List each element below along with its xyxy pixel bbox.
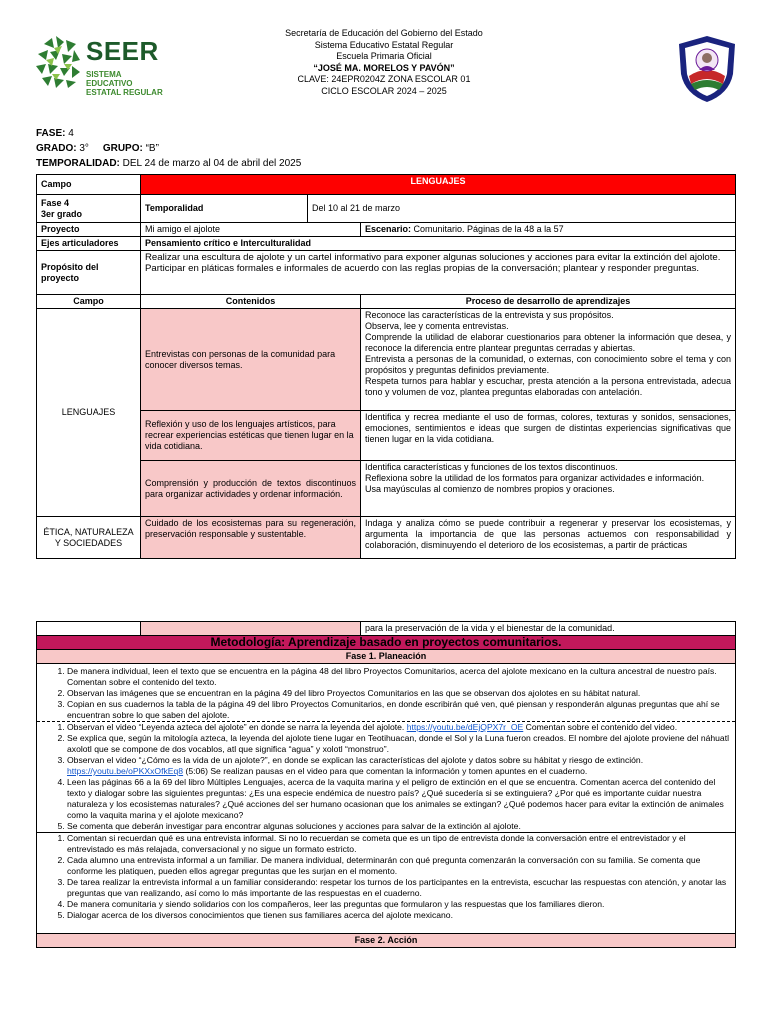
temporalidad-cell-label: Temporalidad xyxy=(141,195,308,223)
list-text: Observan el video “Leyenda azteca del ajolote” en donde se narra la leyenda del ajolote. xyxy=(67,722,407,732)
header-line-5: CLAVE: 24EPR0204Z ZONA ESCOLAR 01 xyxy=(297,74,471,84)
school-shield-icon xyxy=(675,34,739,104)
campo-lenguajes-cell: LENGUAJES xyxy=(37,309,141,517)
planning-list-2 xyxy=(41,722,731,832)
campo-value: LENGUAJES xyxy=(141,175,736,195)
list-text: Comentan sobre el contenido del video. xyxy=(523,722,678,732)
list-item: 3. De tarea realizar la entrevista informal a un familiar considerando: respetar los turnos de los participantes en la entrevista, escuchar las respuestas con atención, y anotar las preguntas que van realizando, así como lo más importante de las respuestas en el cuaderno. xyxy=(67,877,731,899)
list-item: 1. De manera individual, leen el texto que se encuentra en la página 48 del libro Proyectos Comunitarios, acerca del ajolote mexicano en la cultura ancestral de nuestro país. Comentan sobre el contenido del texto. xyxy=(67,666,731,688)
header-line-3: Escuela Primaria Oficial xyxy=(336,51,432,61)
col-contenidos-header: Contenidos xyxy=(141,295,361,309)
fase-label: FASE: xyxy=(36,128,66,139)
list-item: 1. Comentan si recuerdan qué es una entrevista informal. Si no lo recuerdan se cometa que es un tipo de entrevista donde la conversación entre el entrevistador y el entrevistado es más relajada, conversacional y no sigue un formato estricto. xyxy=(67,833,731,855)
proceso-3: Identifica características y funciones de los textos discontinuos. Reflexiona sobre la utilidad de los formatos para organizar actividades e información. Usa mayúsculas al comienzo de nombres propios y oraciones. xyxy=(361,461,736,517)
temporalidad-value: DEL 24 de marzo al 04 de abril del 2025 xyxy=(119,158,302,169)
contenido-2: Reflexión y uso de los lenguajes artísticos, para recrear experiencias estéticas que tienen lugar en la vida cotidiana. xyxy=(141,411,361,461)
col-campo-header: Campo xyxy=(37,295,141,309)
escenario-value: Comunitario. Páginas de la 48 a la 57 xyxy=(411,224,564,234)
proyecto-label: Proyecto xyxy=(37,223,141,237)
campo-label: Campo xyxy=(37,175,141,195)
meta-grado xyxy=(36,143,159,155)
header-line-6: CICLO ESCOLAR 2024 – 2025 xyxy=(321,85,447,96)
proceso-4-continued: para la preservación de la vida y el bienestar de la comunidad. xyxy=(361,622,736,636)
temporalidad-label: TEMPORALIDAD: xyxy=(36,158,120,169)
list-item: 2. Se explica que, según la mitología azteca, la leyenda del ajolote tiene lugar en Teotihuacan, donde el Sol y la Luna fueron creados. El nombre del ajolote proviene del náhuatl axolotl que se compone de dos vocablos, atl que significa “agua” y xolotl “monstruo”. xyxy=(67,733,731,755)
planning-table xyxy=(36,174,736,559)
proyecto-value: Mi amigo el ajolote xyxy=(141,223,361,237)
seer-logo-sub1: SISTEMA EDUCATIVO xyxy=(86,70,133,88)
grado-cell-label: 3er grado xyxy=(41,208,83,219)
proceso-2: Identifica y recrea mediante el uso de formas, colores, texturas y sonidos, sensaciones, emociones, sentimientos e ideas que surgen de distintas experiencias significativas que tienen lugar en la vida cotidiana. xyxy=(361,411,736,461)
list-item: 5. Dialogar acerca de los diversos conocimientos que tienen sus familiares acerca del ajolote mexicano. xyxy=(67,910,731,921)
grado-value: 3° xyxy=(76,143,89,154)
list-text: (5:06) Se realizan pausas en el video para que comentan la información y tomen apuntes en el cuaderno. xyxy=(183,766,588,776)
grado-label: GRADO: xyxy=(36,143,77,154)
fase-grado-cell xyxy=(37,195,141,223)
escenario-cell xyxy=(361,223,736,237)
ejes-value: Pensamiento crítico e Interculturalidad xyxy=(141,237,736,251)
temporalidad-cell-value: Del 10 al 21 de marzo xyxy=(308,195,736,223)
fase1-activities xyxy=(37,664,736,934)
fase-value: 4 xyxy=(65,128,74,139)
planning-list-1 xyxy=(41,666,731,721)
metodologia-title: Metodología: Aprendizaje basado en proyectos comunitarios. xyxy=(37,636,736,650)
list-item xyxy=(67,722,731,733)
proposito-value: Realizar una escultura de ajolote y un cartel informativo para exponer algunas soluciones y acciones para evitar la extinción del ajolote. Participar en pláticas formales e informales de acuerdo con las reglas propias de la conversación; plantear y responder preguntas. xyxy=(141,251,736,295)
meta-fase xyxy=(36,128,74,140)
campo-etica-cell: ÉTICA, NATURALEZA Y SOCIEDADES xyxy=(37,517,141,559)
methodology-table xyxy=(36,621,736,948)
contenido-1: Entrevistas con personas de la comunidad para conocer diversos temas. xyxy=(141,309,361,411)
header-line-1: Secretaría de Educación del Gobierno del Estado xyxy=(285,28,483,38)
seer-logo-sub2: ESTATAL REGULAR xyxy=(86,88,163,97)
list-item: 4. Leen las páginas 66 a la 69 del libro Múltiples Lenguajes, acerca de la vaquita marina y el peligro de extinción en el que se encuentra. Comentan acerca del contenido del texto y dialogar sobre las siguientes preguntas: ¿Es una especie endémica de nuestro país? ¿Qué sucedería si se extinguiera? ¿Por qué es importante cuidar nuestra naturaleza y los ecosistemas naturales? ¿Qué acciones del ser humano ocasionan que los animales se extingan? ¿Qué podemos hacer para evitar la extinción de animales como la vaquita marina y el ajolote mexicano? xyxy=(67,777,731,821)
grupo-label: GRUPO: xyxy=(102,143,143,154)
proceso-4: Indaga y analiza cómo se puede contribuir a regenerar y preservar los ecosistemas, y argumenta la importancia de que las personas actuemos con responsabilidad y colaboración, disminuyendo el deterioro de los ecosistemas, a partir de prácticas xyxy=(361,517,736,559)
seer-logo-word: SEER xyxy=(86,36,159,66)
contenido-3: Comprensión y producción de textos discontinuos para organizar actividades y ordenar información. xyxy=(141,461,361,517)
list-item: 4. De manera comunitaria y siendo solidarios con los compañeros, leer las preguntas que formularon y las respuestas que los familiares dieron. xyxy=(67,899,731,910)
list-item: 5. Se comenta que deberán investigar para encontrar algunas soluciones y acciones para salvar de la extinción al ajolote. xyxy=(67,821,731,832)
list-item: 2. Observan las imágenes que se encuentran en la página 49 del libro Proyectos Comunitarios en las que se observan dos ajolotes en su hábitat natural. xyxy=(67,688,731,699)
fase2-title: Fase 2. Acción xyxy=(37,934,736,948)
fase-cell-label: Fase 4 xyxy=(41,197,70,208)
contenido-4: Cuidado de los ecosistemas para su regeneración, preservación responsable y sustentable. xyxy=(141,517,361,559)
list-item xyxy=(67,755,731,777)
school-name: “JOSÉ MA. MORELOS Y PAVÓN” xyxy=(313,62,455,73)
ejes-label: Ejes articuladores xyxy=(37,237,141,251)
header-line-2: Sistema Educativo Estatal Regular xyxy=(314,39,454,50)
planning-list-3 xyxy=(41,833,731,921)
escenario-label: Escenario: xyxy=(365,224,412,234)
school-emblem xyxy=(675,34,739,104)
list-item: 3. Copian en sus cuadernos la tabla de la página 49 del libro Proyectos Comunitarios, en donde escribirán qué ven, qué piensan y responderán algunas preguntas que ahí se encuentran sobre lo que saben del ajolote. xyxy=(67,699,731,721)
meta-temporalidad xyxy=(36,158,301,170)
video-link-leyenda[interactable]: https://youtu.be/dEjQPX7r_OE xyxy=(406,722,524,732)
grupo-value: “B” xyxy=(142,143,159,154)
fase1-title: Fase 1. Planeación xyxy=(37,650,736,664)
col-proceso-header: Proceso de desarrollo de aprendizajes xyxy=(361,295,736,309)
video-link-vida-ajolote[interactable]: https://youtu.be/oPKXxOfkEq8 xyxy=(67,766,184,776)
document-header xyxy=(0,28,768,97)
proceso-1: Reconoce las características de la entrevista y sus propósitos. Observa, lee y comenta entrevistas. Comprende la utilidad de elaborar cuestionarios para obtener la información que desea, y reconoce la diferencia entre plantear preguntas cerradas y abiertas. Entrevista a personas de la comunidad, o externas, con conocimiento sobre el tema y con propósitos y preguntas definidos previamente. Respeta turnos para hablar y escuchar, presta atención a la persona entrevistada, adecua tono y volumen de voz, plantea preguntas elaboradas con antelación. xyxy=(361,309,736,411)
proposito-label: Propósito del proyecto xyxy=(37,251,141,295)
list-text: Observan el video “¿Cómo es la vida de un ajolote?”, en donde se explican las características del ajolote y datos sobre su hábitat y riesgo de extinción. xyxy=(67,755,644,765)
list-item: 2. Cada alumno una entrevista informal a un familiar. De manera individual, determinarán con qué pregunta comenzarán la conversación con su familia. Se comenta que conforme les platiquen, pueden ellos agregar preguntas que les surjan en el momento. xyxy=(67,855,731,877)
